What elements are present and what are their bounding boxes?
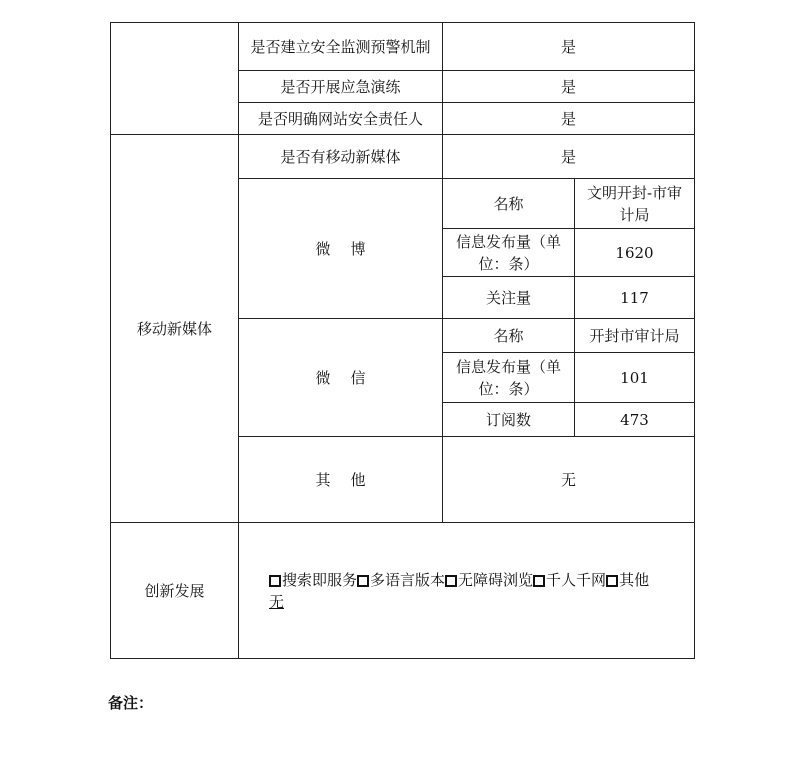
has-mobile-media-label: 是否有移动新媒体 xyxy=(239,135,443,179)
search-service-checkbox[interactable] xyxy=(269,571,357,589)
checkbox-icon xyxy=(533,575,545,587)
option-label: 无障碍浏览 xyxy=(458,570,534,589)
drill-value: 是 xyxy=(443,71,695,103)
innovation-options xyxy=(239,523,695,659)
drill-label: 是否开展应急演练 xyxy=(239,71,443,103)
table-row xyxy=(111,523,695,659)
weibo-name-value: 文明开封-市审计局 xyxy=(575,179,695,229)
weibo-followers-value: 117 xyxy=(575,277,695,319)
has-mobile-media-value: 是 xyxy=(443,135,695,179)
option-label: 多语言版本 xyxy=(370,570,446,589)
option-label: 千人千网 xyxy=(546,570,607,589)
checkbox-icon xyxy=(445,575,457,587)
weibo-posts-label: 信息发布量（单位：条） xyxy=(443,229,575,277)
monitoring-value: 是 xyxy=(443,23,695,71)
wechat-subscribers-label: 订阅数 xyxy=(443,403,575,437)
monitoring-label: 是否建立安全监测预警机制 xyxy=(239,23,443,71)
wechat-label: 微信 xyxy=(239,319,443,437)
wechat-posts-label: 信息发布量（单位：条） xyxy=(443,353,575,403)
personalized-checkbox[interactable] xyxy=(533,571,606,589)
mobile-media-section-label: 移动新媒体 xyxy=(111,135,239,523)
weibo-followers-label: 关注量 xyxy=(443,277,575,319)
report-form-table xyxy=(110,22,695,659)
weibo-label: 微博 xyxy=(239,179,443,319)
other-option-value: 无 xyxy=(269,592,285,611)
option-label: 搜索即服务 xyxy=(282,570,358,589)
wechat-posts-value: 101 xyxy=(575,353,695,403)
wechat-name-value: 开封市审计局 xyxy=(575,319,695,353)
accessibility-checkbox[interactable] xyxy=(445,571,533,589)
checkbox-icon xyxy=(606,575,618,587)
other-media-label: 其他 xyxy=(239,437,443,523)
responsible-label: 是否明确网站安全责任人 xyxy=(239,103,443,135)
remark-label: 备注： xyxy=(108,694,154,712)
multilingual-checkbox[interactable] xyxy=(357,571,445,589)
wechat-subscribers-value: 473 xyxy=(575,403,695,437)
other-checkbox[interactable] xyxy=(606,571,649,589)
weibo-posts-value: 1620 xyxy=(575,229,695,277)
table-row xyxy=(111,23,695,71)
checkbox-icon xyxy=(357,575,369,587)
table-row xyxy=(111,135,695,179)
other-media-value: 无 xyxy=(443,437,695,523)
option-label: 其他 xyxy=(619,570,650,589)
weibo-name-label: 名称 xyxy=(443,179,575,229)
responsible-value: 是 xyxy=(443,103,695,135)
checkbox-icon xyxy=(269,575,281,587)
section-cell-empty xyxy=(111,23,239,135)
innovation-section-label: 创新发展 xyxy=(111,523,239,659)
wechat-name-label: 名称 xyxy=(443,319,575,353)
